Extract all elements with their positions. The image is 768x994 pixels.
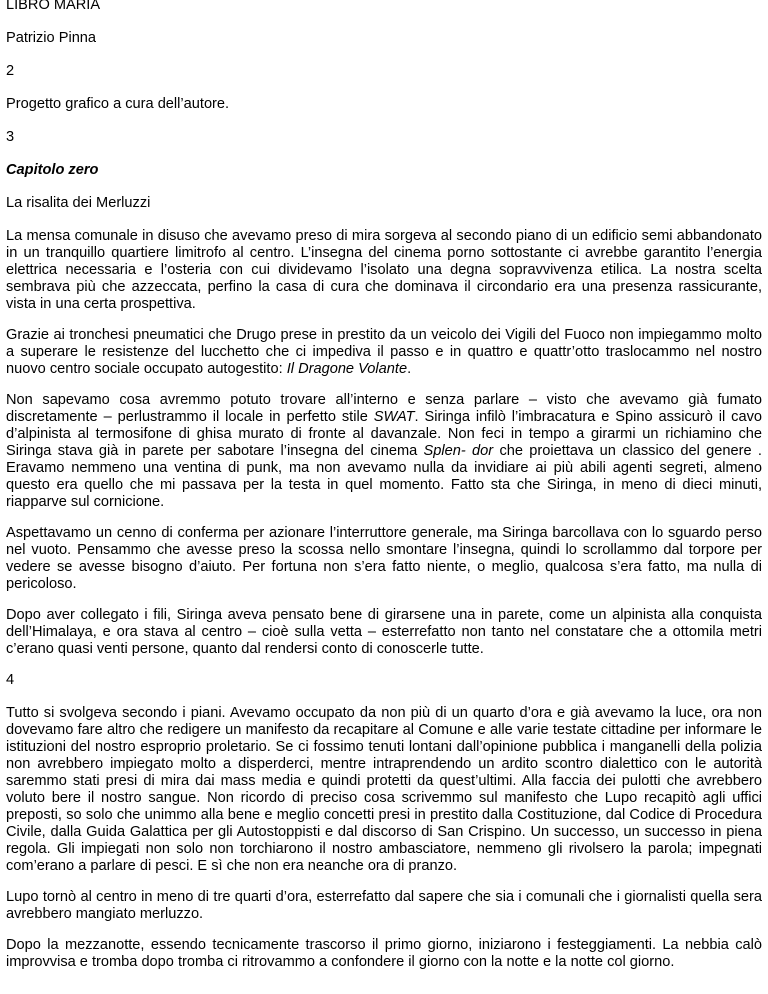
page-number: 3 — [6, 129, 15, 145]
book-title: LIBRO MARIA — [6, 0, 101, 13]
page-number: 2 — [6, 63, 15, 79]
paragraph-text: Grazie ai tronchesi pneumatici che Drugo prese in prestito da un veicolo dei Vigili del Fuoco non impiegammo molto a superare le resistenze del lucchetto che ci impediva il passo e in quattro e quattr’otto traslocammo nel nostro nuovo centro sociale occupato autogestito: — [6, 327, 762, 377]
page-number: 4 — [6, 672, 15, 688]
document-page — [6, 0, 762, 985]
paragraph: La mensa comunale in disuso che avevamo preso di mira sorgeva al secondo piano di un edificio semi abbandonato in un tranquillo quartiere limitrofo al centro. L’insegna del cinema porno sottostante ci avrebbe garantito l’energia elettrica necessaria e l’osteria con cui dividevamo l’isolato una degna sopravvivenza etilica. La nostra scelta sembrava più che azzeccata, perfino la casa di cura che dominava il circondario era una presenza rassicurante, vista in una certa prospettiva. — [6, 228, 762, 312]
paragraph-text: che proiettava un classico del genere . Eravamo nemmeno una ventina di punk, ma non avevamo nulla da invidiare ai più abili agenti segreti, almeno questo era quello che mi passava per la testa in quel momento. Fatto sta che Siringa, in meno di dieci minuti, riapparve sul cornicione. — [6, 443, 762, 510]
emphasis-text: SWAT — [373, 409, 415, 425]
emphasis-text: Il Dragone Volante — [286, 361, 408, 377]
paragraph: Tutto si svolgeva secondo i piani. Avevamo occupato da non più di un quarto d’ora e già avevamo la luce, ora non dovevamo fare altro che redigere un manifesto da recapitare al Comune e alle varie testate cittadine per informare le istituzioni del nostro esproprio proletario. Se ci fossimo tenuti lontani dall’opinione pubblica i manganelli della polizia non avrebbero impiegato molto a disperderci, mentre intraprendendo un ardito scontro dialettico con le autorità saremmo stati presi di mira dai mass media e quindi protetti da quest’ultimi. Alla faccia dei pulotti che avrebbero voluto bere il nostro sangue. Non ricordo di preciso cosa scrivemmo sul manifesto che Lupo recapitò agli uffici preposti, so solo che unimmo alla bene e meglio concetti presi in prestito dalla Costituzione, dal Codice di Procedura Civile, dalla Guida Galattica per gli Autostoppisti e dal discorso di San Crispino. Un successo, un successo in piena regola. Gli impiegati non solo non torchiarono il nostro ambasciatore, nemmeno gli rivolsero la parola; impegnati com’erano a parlare di pesci. E sì che non era neanche ora di pranzo. — [6, 705, 762, 874]
chapter-title: Capitolo zero — [6, 162, 99, 178]
paragraph-text: Non sapevamo cosa avremmo potuto trovare all’interno e senza parlare – visto che avevamo già fumato discretamente – perlustrammo il locale in perfetto stile — [6, 392, 762, 425]
paragraph — [6, 392, 762, 511]
paragraph-text: . Siringa infilò l’imbracatura e Spino assicurò il cavo d’alpinista al termosifone di ghisa murato di fronte al davanzale. Non feci in tempo a girarmi un richiamino che Siringa stava già in parete per sabotare l’insegna del cinema — [6, 409, 762, 459]
paragraph: Dopo la mezzanotte, essendo tecnicamente trascorso il primo giorno, iniziarono i festeggiamenti. La nebbia calò improvvisa e tromba dopo tromba ci ritrovammo a confondere il giorno con la notte e la notte col giorno. — [6, 937, 762, 970]
paragraph: Lupo tornò al centro in meno di tre quarti d’ora, esterrefatto dal sapere che sia i comunali che i giornalisti quella sera avrebbero mangiato merluzzo. — [6, 889, 762, 922]
paragraph-text: . — [407, 361, 412, 377]
paragraph: Dopo aver collegato i fili, Siringa aveva pensato bene di girarsene una in parete, come un alpinista alla conquista dell’Himalaya, e ora stava al centro – cioè sulla vetta – esterrefatto non tanto nel constatare che a ottomila metri c’erano quasi venti persone, quanto dal rendersi conto di conoscerle tutte. — [6, 607, 762, 657]
paragraph: Aspettavamo un cenno di conferma per azionare l’interruttore generale, ma Siringa barcollava con lo sguardo perso nel vuoto. Pensammo che avesse preso la scossa nello smontare l’insegna, quindi lo scrollammo dal torpore per vedere se avesse bisogno d’aiuto. Per fortuna non s’era fatto niente, o meglio, qualcosa s’era fatto, ma nulla di pericoloso. — [6, 525, 762, 592]
emphasis-text: Splen- dor — [423, 443, 494, 459]
paragraph — [6, 327, 762, 378]
author-name: Patrizio Pinna — [6, 30, 97, 46]
chapter-subtitle: La risalita dei Merluzzi — [6, 195, 151, 211]
design-credit: Progetto grafico a cura dell’autore. — [6, 96, 230, 112]
